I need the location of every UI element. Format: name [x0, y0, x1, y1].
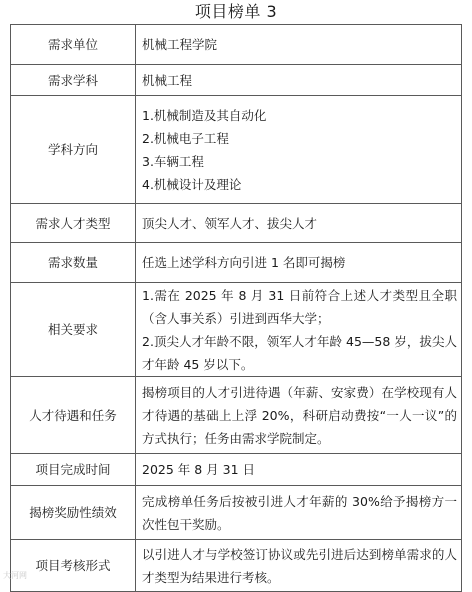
row-value: [136, 96, 462, 204]
row-value: [136, 377, 462, 454]
value-line: 2.机械电子工程: [142, 130, 229, 146]
project-list-table: [10, 24, 462, 592]
row-label: 项目完成时间: [11, 454, 136, 486]
table-row: [11, 204, 462, 243]
table-row: [11, 283, 462, 377]
value-line: 以引进人才与学校签订协议或先引进后达到榜单需求的人才类型为结果进行考核。: [142, 546, 457, 585]
row-value: [136, 486, 462, 540]
table-row: [11, 243, 462, 283]
row-value: [136, 204, 462, 243]
table-row: [11, 25, 462, 65]
row-value: [136, 540, 462, 592]
row-label: 学科方向: [11, 96, 136, 204]
value-line: 3.车辆工程: [142, 153, 204, 169]
row-label: 揭榜奖励性绩效: [11, 486, 136, 540]
value-line: 1.需在 2025 年 8 月 31 日前符合上述人才类型且全职（含人事关系）引进到西华大学；: [142, 287, 457, 326]
row-value: [136, 454, 462, 486]
row-value: [136, 283, 462, 377]
table-row: [11, 540, 462, 592]
row-label: 项目考核形式: [11, 540, 136, 592]
watermark-logo: 大河网: [3, 571, 27, 580]
row-label: 需求学科: [11, 65, 136, 96]
value-line: 机械工程: [142, 72, 193, 88]
row-value: [136, 65, 462, 96]
row-value: [136, 243, 462, 283]
page-title: 项目榜单 3: [194, 2, 278, 21]
value-line: 1.机械制造及其自动化: [142, 107, 267, 123]
table-row: [11, 454, 462, 486]
table-row: [11, 96, 462, 204]
row-label: 需求单位: [11, 25, 136, 65]
value-line: 2.顶尖人才年龄不限，领军人才年龄 45—58 岁，拔尖人才年龄 45 岁以下。: [142, 333, 457, 372]
value-line: 揭榜项目的人才引进待遇（年薪、安家费）在学校现有人才待遇的基础上上浮 20%，科研启动费按“一人一议”的方式执行；任务由需求学院制定。: [142, 384, 457, 446]
row-label: 人才待遇和任务: [11, 377, 136, 454]
row-label: 需求人才类型: [11, 204, 136, 243]
value-line: 4.机械设计及理论: [142, 176, 242, 192]
value-line: 机械工程学院: [142, 37, 218, 52]
value-line: 顶尖人才、领军人才、拔尖人才: [142, 215, 318, 231]
value-line: 2025 年 8 月 31 日: [142, 462, 256, 477]
table-row: [11, 377, 462, 454]
table-row: [11, 486, 462, 540]
value-line: 完成榜单任务后按被引进人才年薪的 30%给予揭榜方一次性包干奖励。: [142, 493, 457, 532]
table-row: [11, 65, 462, 96]
row-label: 需求数量: [11, 243, 136, 283]
row-label: 相关要求: [11, 283, 136, 377]
row-value: [136, 25, 462, 65]
value-line: 任选上述学科方向引进 1 名即可揭榜: [142, 255, 346, 270]
